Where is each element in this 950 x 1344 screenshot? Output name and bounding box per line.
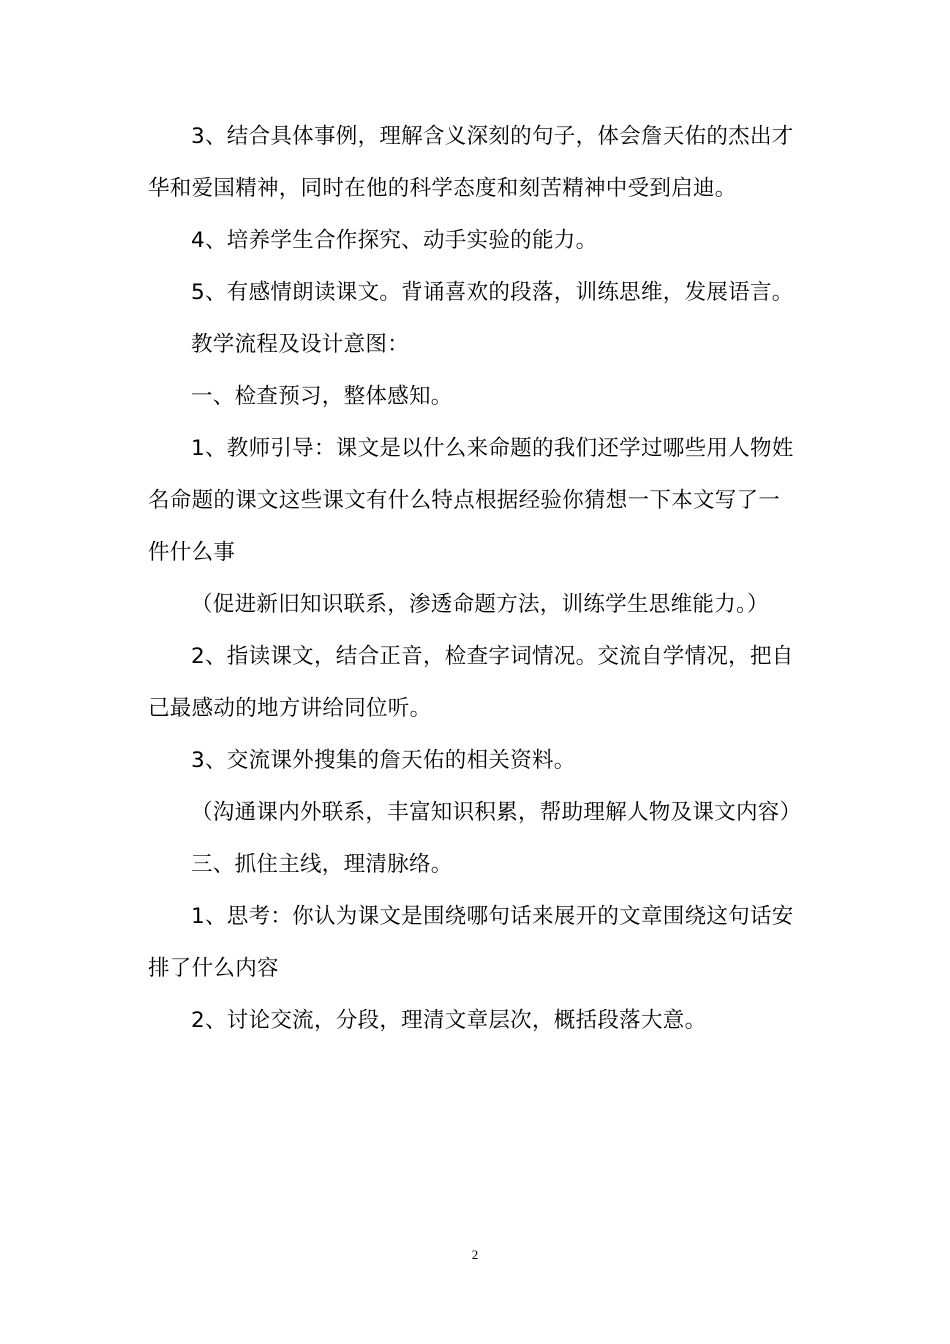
step-1-note-1: （促进新旧知识联系，渗透命题方法，训练学生思维能力。） [191,592,769,617]
step-3-item-1: 1、思考：你认为课文是围绕哪句话来展开的文章围绕这句话安排了什么内容 [148,904,794,981]
section-heading-teaching-flow: 教学流程及设计意图： [191,332,410,357]
step-1-item-1: 1、教师引导：课文是以什么来命题的我们还学过哪些用人物姓名命题的课文这些课文有什么特点根据经验你猜想一下本文写了一件什么事 [148,436,794,565]
objective-3: 3、结合具体事例，理解含义深刻的句子，体会詹天佑的杰出才华和爱国精神，同时在他的科学态度和刻苦精神中受到启迪。 [148,124,794,201]
step-1-item-3: 3、交流课外搜集的詹天佑的相关资料。 [191,748,576,773]
step-3-item-2: 2、讨论交流，分段，理清文章层次，概括段落大意。 [191,1008,707,1033]
document-body [148,111,802,1047]
step-1-item-2: 2、指读课文，结合正音，检查字词情况。交流自学情况，把自己最感动的地方讲给同位听。 [148,644,794,721]
step-1-note-2: （沟通课内外联系，丰富知识积累，帮助理解人物及课文内容） [191,800,802,825]
step-heading-3: 三、抓住主线，理清脉络。 [191,852,453,877]
step-heading-1: 一、检查预习，整体感知。 [191,384,453,409]
page-number: 2 [471,1247,479,1262]
objective-5: 5、有感情朗读课文。背诵喜欢的段落，训练思维，发展语言。 [191,280,794,305]
objective-4: 4、培养学生合作探究、动手实验的能力。 [191,228,598,253]
